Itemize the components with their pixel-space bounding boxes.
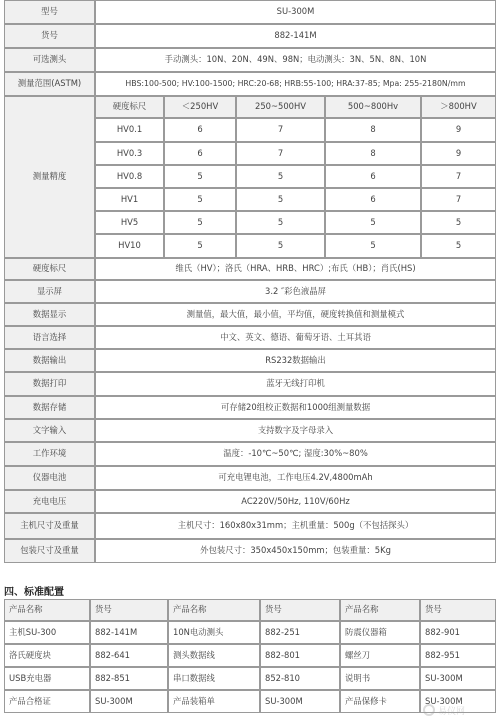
config-cell: 产品保修卡 (340, 690, 420, 713)
spec-row-code (4, 24, 496, 48)
config-cell: 洛氏硬度块 (4, 644, 90, 667)
config-header: 货号 (90, 599, 168, 621)
accuracy-cell: 5 (236, 188, 325, 211)
config-cell: 螺丝刀 (340, 644, 420, 667)
spec-row-range (4, 72, 496, 96)
config-cell: USB充电器 (4, 667, 90, 690)
spec-value: 支持数字及字母录入 (95, 419, 496, 442)
accuracy-cell: 5 (164, 165, 236, 188)
accuracy-cell: 6 (164, 142, 236, 165)
accuracy-cell: HV5 (95, 211, 164, 234)
config-cell: 882-851 (90, 667, 168, 690)
spec-label: 主机尺寸及重量 (4, 513, 95, 539)
accuracy-grid (95, 96, 496, 258)
accuracy-header: ＜250HV (164, 96, 236, 118)
accuracy-cell: 7 (236, 118, 325, 142)
spec-value: RS232数据输出 (95, 349, 496, 372)
spec-row-storage (4, 396, 496, 419)
spec-label: 充电电压 (4, 490, 95, 513)
accuracy-cell: 9 (421, 118, 496, 142)
config-cell: 882-901 (420, 621, 496, 644)
spec-label: 显示屏 (4, 280, 95, 303)
config-cell: 说明书 (340, 667, 420, 690)
spec-row-print (4, 372, 496, 396)
spec-value: AC220V/50Hz, 110V/60Hz (95, 490, 496, 513)
config-cell: 产品装箱单 (168, 690, 260, 713)
config-cell: 882-641 (90, 644, 168, 667)
config-cell: 882-951 (420, 644, 496, 667)
spec-value: 中文、英文、德语、葡萄牙语、土耳其语 (95, 326, 496, 349)
accuracy-cell: 6 (164, 118, 236, 142)
config-header: 货号 (420, 599, 496, 621)
config-cell: 882-141M (90, 621, 168, 644)
spec-value: HBS:100-500; HV:100-1500; HRC:20-68; HRB:55-100; HRA:37-85; Mpa: 255-2180N/mm (95, 72, 496, 96)
spec-value: 外包装尺寸：350x450x150mm；包装重量：5Kg (95, 539, 496, 563)
spec-value: 可充电锂电池，工作电压4.2V,4800mAh (95, 466, 496, 490)
accuracy-header: 500~800Hv (325, 96, 421, 118)
spec-label: 文字输入 (4, 419, 95, 442)
spec-value: 蓝牙无线打印机 (95, 372, 496, 396)
config-cell: SU-300M (260, 690, 340, 713)
watermark-text: 易仪网 (438, 706, 466, 717)
config-cell: SU-300M (90, 690, 168, 713)
accuracy-block (4, 96, 496, 258)
spec-row-text (4, 419, 496, 442)
config-cell: 测头数据线 (168, 644, 260, 667)
spec-label: 语言选择 (4, 326, 95, 349)
spec-label: 仪器电池 (4, 466, 95, 490)
spec-row-model (4, 0, 496, 24)
config-header: 货号 (260, 599, 340, 621)
accuracy-cell: HV10 (95, 234, 164, 258)
accuracy-cell: 5 (164, 234, 236, 258)
accuracy-header: 硬度标尺 (95, 96, 164, 118)
spec-row-display (4, 303, 496, 326)
config-cell: 防震仪器箱 (340, 621, 420, 644)
spec-row-charge (4, 490, 496, 513)
config-cell: 882-801 (260, 644, 340, 667)
section-title: 四、标准配置 (4, 587, 64, 598)
config-cell: SU-300M (420, 667, 496, 690)
accuracy-cell: HV0.1 (95, 118, 164, 142)
spec-value: 3.2 ″彩色液晶屏 (95, 280, 496, 303)
spec-label: 型号 (4, 0, 95, 24)
config-cell: 主机SU-300 (4, 621, 90, 644)
accuracy-header: ＞800HV (421, 96, 496, 118)
spec-row-output (4, 349, 496, 372)
accuracy-cell: 7 (236, 142, 325, 165)
spec-row-language (4, 326, 496, 349)
watermark-logo-icon (423, 704, 435, 716)
config-header: 产品名称 (340, 599, 420, 621)
config-cell: 852-810 (260, 667, 340, 690)
accuracy-cell: 7 (421, 188, 496, 211)
accuracy-cell: 8 (325, 118, 421, 142)
spec-label: 数据输出 (4, 349, 95, 372)
spec-value: SU-300M (95, 0, 496, 24)
spec-row-package (4, 539, 496, 563)
watermark (423, 701, 495, 719)
spec-row-host (4, 513, 496, 539)
spec-row-scale (4, 258, 496, 280)
spec-label: 数据存储 (4, 396, 95, 419)
accuracy-cell: 5 (236, 211, 325, 234)
accuracy-cell: 5 (421, 234, 496, 258)
config-cell: 产品合格证 (4, 690, 90, 713)
spec-row-env (4, 442, 496, 466)
config-cell: 串口数据线 (168, 667, 260, 690)
spec-label: 数据打印 (4, 372, 95, 396)
config-header: 产品名称 (168, 599, 260, 621)
spec-value: 882-141M (95, 24, 496, 48)
spec-row-screen (4, 280, 496, 303)
config-cell: 882-251 (260, 621, 340, 644)
accuracy-cell: 5 (236, 165, 325, 188)
spec-value: 手动测头：10N、20N、49N、98N；电动测头：3N、5N、8N、10N (95, 48, 496, 72)
accuracy-cell: 5 (421, 211, 496, 234)
accuracy-cell: HV0.8 (95, 165, 164, 188)
spec-value: 测量值，最大值，最小值，平均值，硬度转换值和测量模式 (95, 303, 496, 326)
accuracy-cell: 6 (325, 165, 421, 188)
config-cell: SU-300M (420, 690, 496, 713)
spec-row-probe (4, 48, 496, 72)
spec-row-battery (4, 466, 496, 490)
spec-label: 可选测头 (4, 48, 95, 72)
config-header: 产品名称 (4, 599, 90, 621)
spec-label: 数据显示 (4, 303, 95, 326)
accuracy-cell: 8 (325, 142, 421, 165)
spec-label: 工作环境 (4, 442, 95, 466)
spec-label: 货号 (4, 24, 95, 48)
spec-label: 测量精度 (4, 96, 95, 258)
accuracy-cell: 5 (325, 211, 421, 234)
accuracy-cell: 7 (421, 165, 496, 188)
accuracy-cell: 9 (421, 142, 496, 165)
accuracy-cell: 5 (164, 188, 236, 211)
accuracy-cell: HV0.3 (95, 142, 164, 165)
spec-value: 可存储20组校正数据和1000组测量数据 (95, 396, 496, 419)
spec-label: 测量范围(ASTM) (4, 72, 95, 96)
accuracy-cell: 5 (325, 234, 421, 258)
accuracy-cell: HV1 (95, 188, 164, 211)
spec-label: 硬度标尺 (4, 258, 95, 280)
spec-value: 温度：-10℃~50℃; 湿度:30%~80% (95, 442, 496, 466)
accuracy-cell: 5 (164, 211, 236, 234)
accuracy-cell: 6 (325, 188, 421, 211)
accuracy-header: 250~500HV (236, 96, 325, 118)
spec-label: 包装尺寸及重量 (4, 539, 95, 563)
accuracy-cell: 5 (236, 234, 325, 258)
config-cell: 10N电动测头 (168, 621, 260, 644)
spec-value: 维氏（HV）；洛氏（HRA、HRB、HRC）;布氏（HB）；肖氏(HS) (95, 258, 496, 280)
spec-value: 主机尺寸：160x80x31mm；主机重量：500g（不包括探头） (95, 513, 496, 539)
